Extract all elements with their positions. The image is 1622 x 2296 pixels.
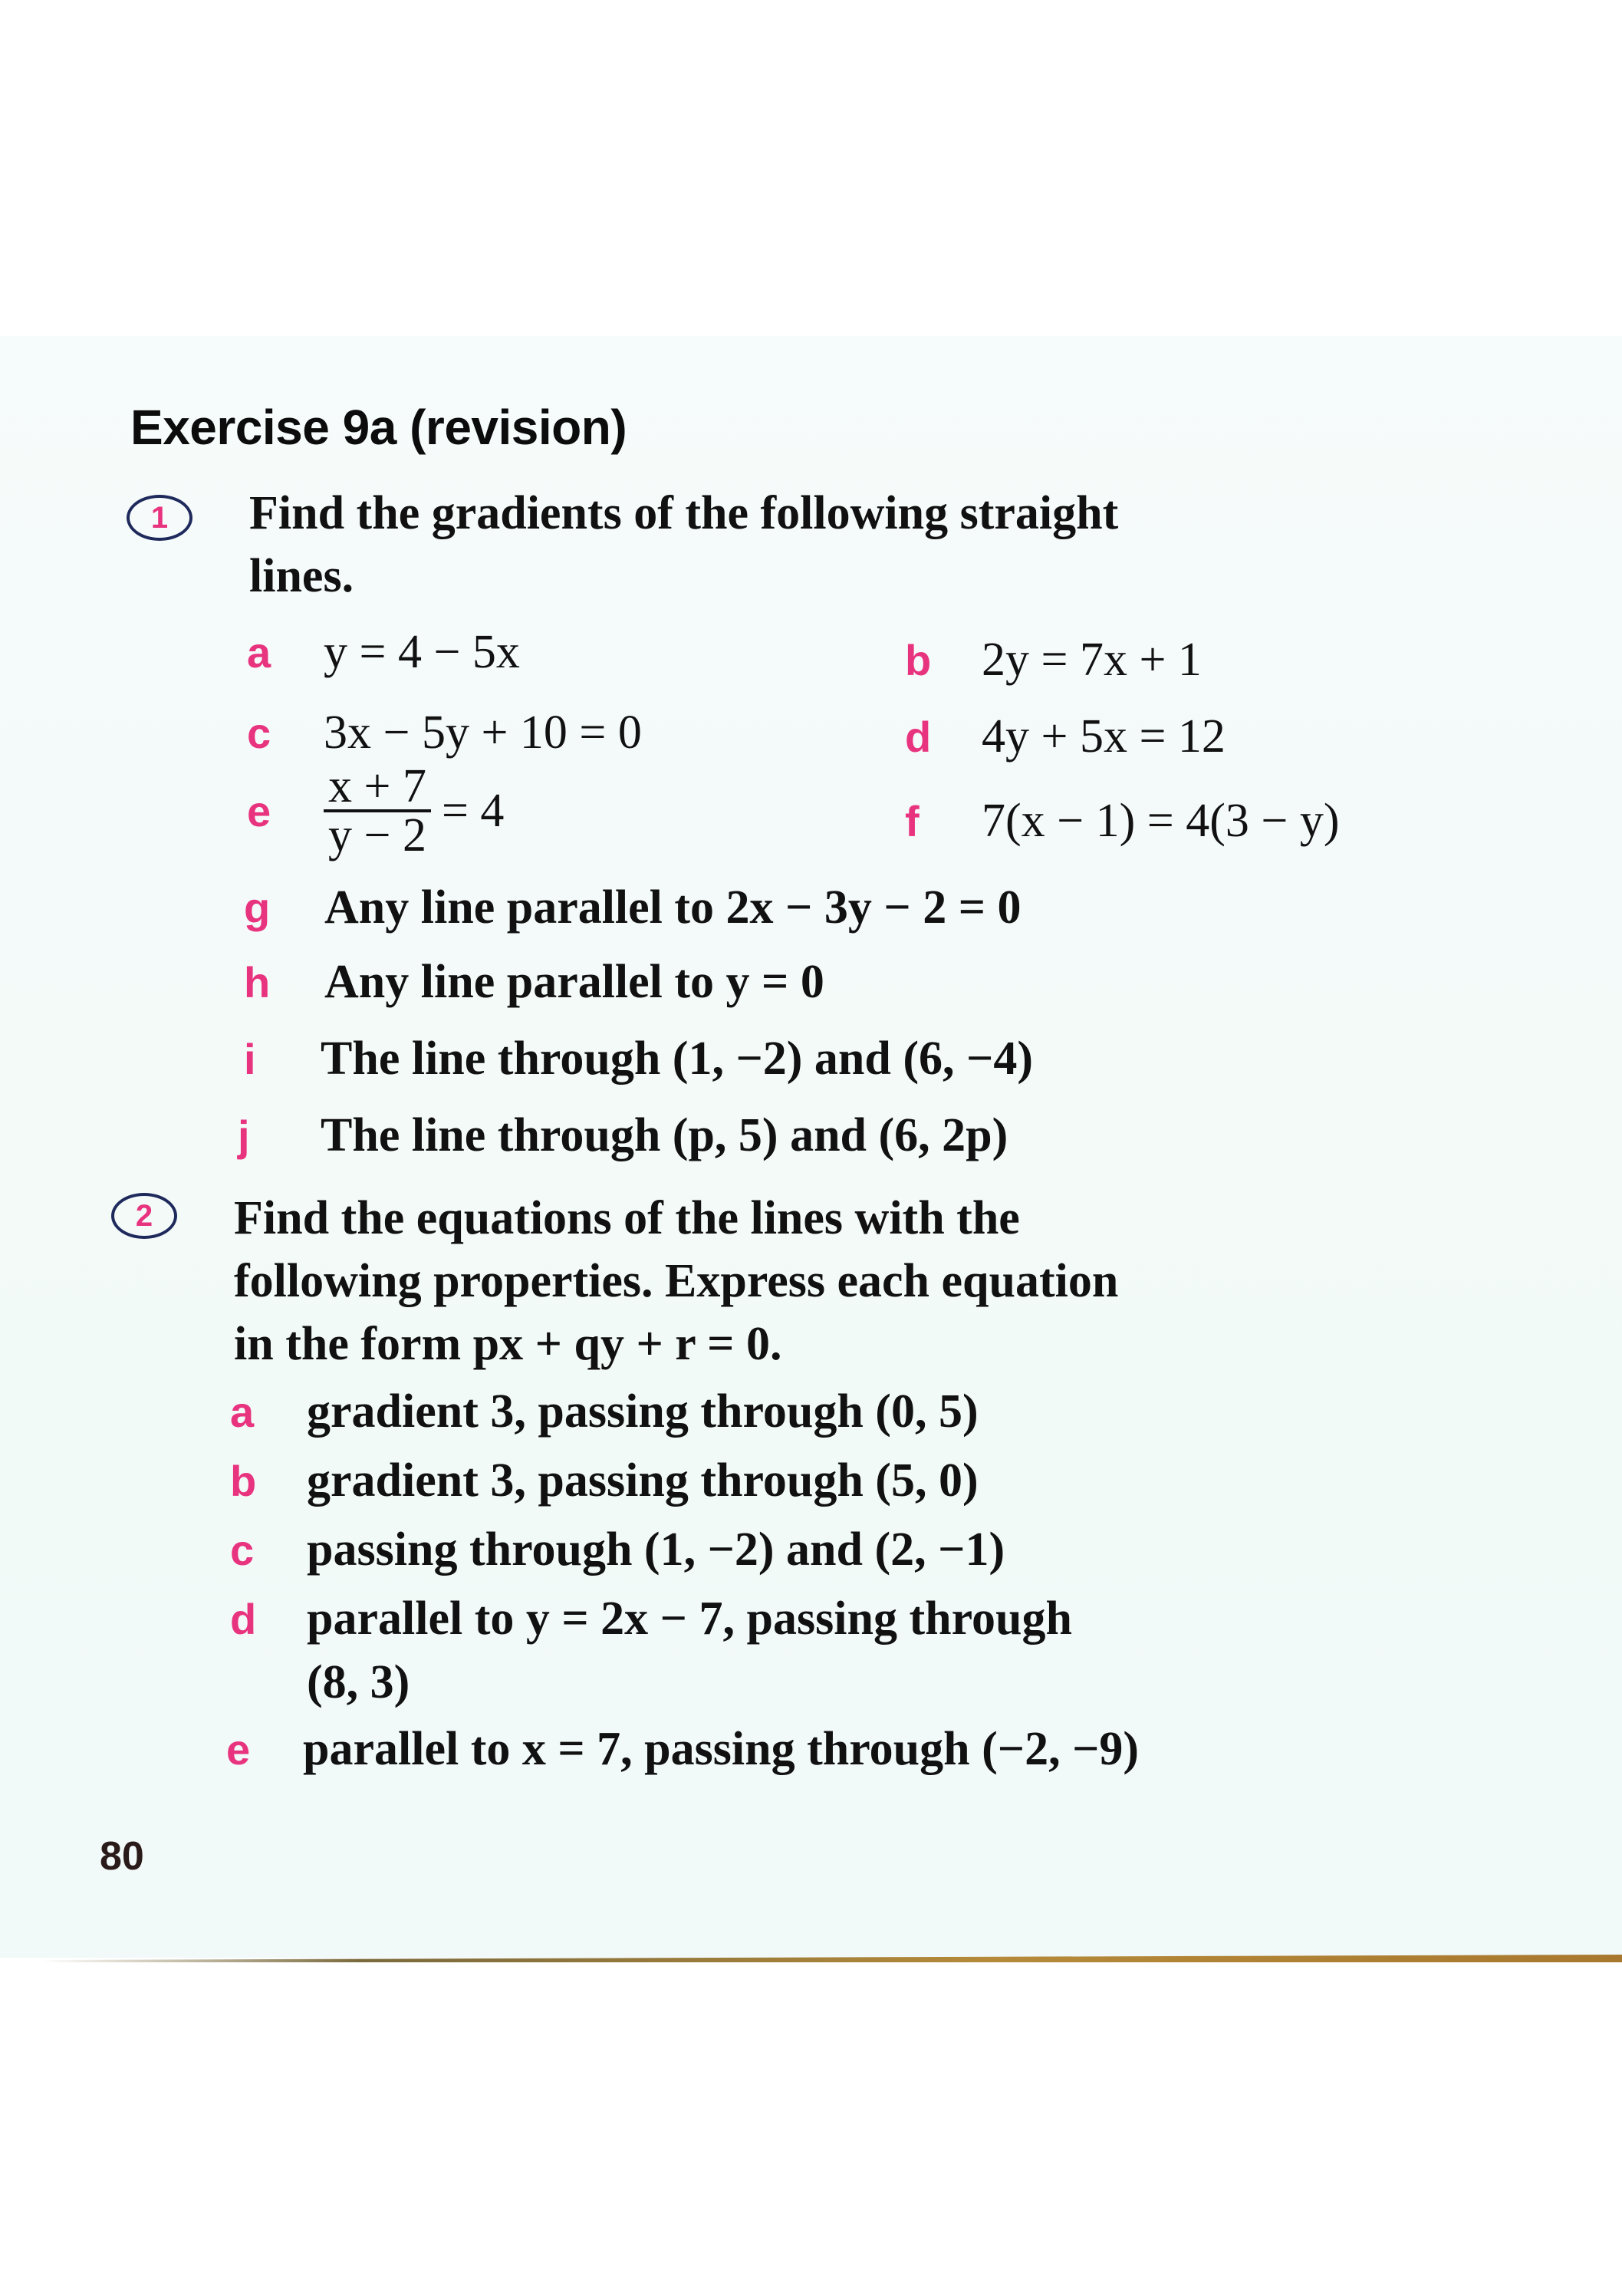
question-1-part-i xyxy=(244,1032,1033,1086)
part-text: 3x − 5y + 10 = 0 xyxy=(324,707,642,759)
prompt-line: in the form px + qy + r = 0. xyxy=(234,1318,782,1370)
question-1-part-h xyxy=(244,955,824,1010)
part-label: b xyxy=(230,1457,257,1505)
part-label: b xyxy=(905,636,932,684)
question-2-part-b xyxy=(230,1454,979,1508)
question-number-badge-2 xyxy=(111,1193,177,1239)
part-label: d xyxy=(230,1595,257,1643)
fraction-numerator: x + 7 xyxy=(324,763,431,812)
part-text: 7(x − 1) = 4(3 − y) xyxy=(982,795,1340,847)
question-1-part-c xyxy=(247,706,642,760)
question-1-part-g xyxy=(244,881,1022,935)
prompt-line: Find the equations of the lines with the xyxy=(234,1192,1020,1244)
part-text: y = 4 − 5x xyxy=(324,626,520,678)
question-1-part-d xyxy=(905,710,1226,764)
part-label: f xyxy=(905,797,920,845)
part-text: 2y = 7x + 1 xyxy=(982,634,1202,686)
part-label: i xyxy=(244,1035,256,1083)
part-label: c xyxy=(230,1526,255,1574)
part-label: j xyxy=(238,1112,250,1160)
part-label: d xyxy=(905,713,932,761)
part-label: h xyxy=(244,958,271,1006)
part-label: a xyxy=(247,628,271,677)
part-text: (8, 3) xyxy=(307,1656,410,1708)
exercise-title: Exercise 9a (revision) xyxy=(130,400,627,455)
part-text: gradient 3, passing through (5, 0) xyxy=(307,1454,979,1507)
prompt-line: Find the gradients of the following straight xyxy=(249,487,1119,539)
question-2-prompt xyxy=(234,1187,1118,1375)
part-text: The line through (p, 5) and (6, 2p) xyxy=(321,1109,1008,1161)
part-label: e xyxy=(247,786,271,835)
question-1-prompt xyxy=(249,482,1118,608)
part-text: The line through (1, −2) and (6, −4) xyxy=(321,1033,1034,1085)
part-text: Any line parallel to y = 0 xyxy=(324,956,824,1008)
question-1-part-a xyxy=(247,625,520,680)
fraction xyxy=(324,760,431,861)
question-2-part-d-continuation xyxy=(307,1655,410,1710)
part-text: gradient 3, passing through (0, 5) xyxy=(307,1385,979,1438)
fraction-denominator: y − 2 xyxy=(328,809,426,861)
part-label: e xyxy=(226,1725,251,1774)
question-2-part-a xyxy=(230,1385,979,1439)
part-text: = 4 xyxy=(441,784,505,837)
part-text: passing through (1, −2) and (2, −1) xyxy=(307,1524,1005,1576)
part-label: c xyxy=(247,709,271,757)
question-1-part-j xyxy=(238,1108,1008,1163)
question-number: 2 xyxy=(135,1198,153,1233)
question-1-part-b xyxy=(905,633,1202,687)
question-2-part-e xyxy=(226,1722,1139,1777)
prompt-line: following properties. Express each equation xyxy=(234,1255,1119,1307)
part-text: parallel to x = 7, passing through (−2, −9) xyxy=(303,1723,1140,1775)
part-label: g xyxy=(244,884,271,932)
question-2-part-c xyxy=(230,1523,1005,1577)
question-number-badge-1 xyxy=(127,495,192,541)
question-1-part-e xyxy=(247,760,505,861)
page-number: 80 xyxy=(100,1834,144,1879)
prompt-line: lines. xyxy=(249,550,354,602)
part-label: a xyxy=(230,1388,255,1436)
question-2-part-d xyxy=(230,1592,1072,1646)
question-number: 1 xyxy=(150,500,169,535)
question-1-part-f xyxy=(905,794,1339,848)
part-text: Any line parallel to 2x − 3y − 2 = 0 xyxy=(324,881,1022,934)
part-text: parallel to y = 2x − 7, passing through xyxy=(307,1593,1072,1645)
part-text: 4y + 5x = 12 xyxy=(982,710,1226,763)
